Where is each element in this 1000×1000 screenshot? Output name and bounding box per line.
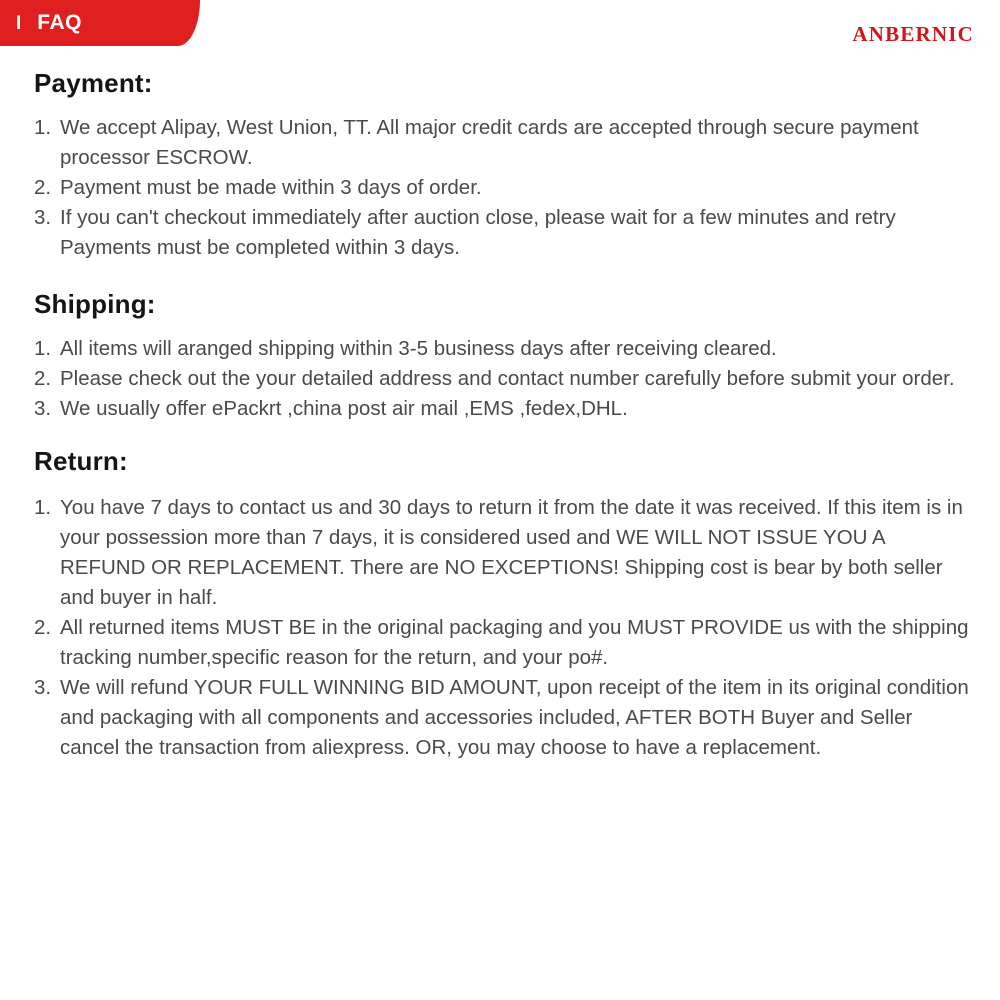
brand-logo: ANBERNIC [852,22,974,46]
list-item-number: 3. [34,397,52,420]
list-item-number: 3. [34,676,52,699]
list-item-text: Payment must be made within 3 days of order. [60,176,482,199]
list-item-number: 3. [34,206,52,229]
list-item-text: All items will aranged shipping within 3-5 business days after receiving cleared. [60,337,777,360]
payment-list [34,113,970,263]
section-title-payment: Payment: [34,68,153,98]
section-shipping [34,289,970,424]
list-item [34,173,970,203]
page-header [0,0,1000,46]
section-title-shipping: Shipping: [34,289,156,319]
list-item [34,334,970,364]
list-item-text: We will refund YOUR FULL WINNING BID AMOUNT, upon receipt of the item in its original condition and packaging with all components and accessories included, AFTER BOTH Buyer and Seller cancel the transaction from aliexpress. OR, you may choose to have a replacement. [60,676,969,759]
bar-icon: I [16,12,22,34]
list-item-number: 1. [34,337,52,360]
list-item [34,394,970,424]
list-item-number: 1. [34,496,52,519]
list-item [34,203,970,263]
section-title-return: Return: [34,446,128,476]
list-item-text: All returned items MUST BE in the original packaging and you MUST PROVIDE us with the shipping tracking number,specific reason for the return, and your po#. [60,616,969,669]
shipping-list [34,334,970,424]
faq-tab[interactable] [0,0,200,46]
list-item [34,113,970,173]
section-return [34,446,970,763]
faq-tab-label: FAQ [37,11,82,34]
list-item-number: 2. [34,367,52,390]
list-item-text: We usually offer ePackrt ,china post air mail ,EMS ,fedex,DHL. [60,397,628,420]
list-item [34,364,970,394]
list-item-number: 2. [34,616,52,639]
return-list [34,493,970,763]
list-item [34,673,970,763]
faq-content [0,46,1000,763]
list-item-number: 1. [34,116,52,139]
list-item [34,613,970,673]
list-item [34,493,970,613]
list-item-text: If you can't checkout immediately after auction close, please wait for a few minutes and retry Payments must be completed within 3 days. [60,206,896,259]
list-item-text: You have 7 days to contact us and 30 days to return it from the date it was received. If this item is in your possession more than 7 days, it is considered used and WE WILL NOT ISSUE YOU A REFUND OR REPLACEMENT. There are NO EXCEPTIONS! Shipping cost is bear by both seller and buyer in half. [60,496,963,609]
list-item-number: 2. [34,176,52,199]
list-item-text: Please check out the your detailed address and contact number carefully before submit your order. [60,367,955,390]
list-item-text: We accept Alipay, West Union, TT. All major credit cards are accepted through secure payment processor ESCROW. [60,116,919,169]
section-payment [34,68,970,263]
